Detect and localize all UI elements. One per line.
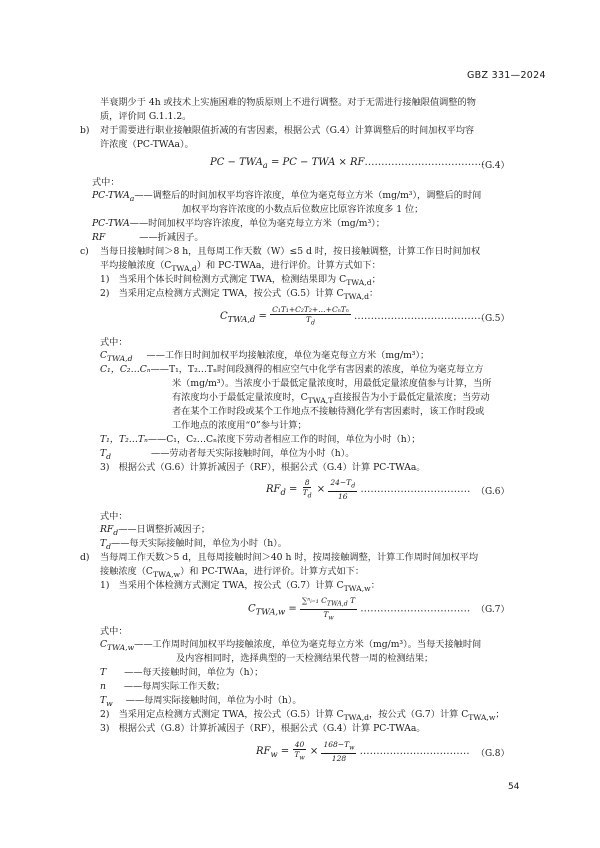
standard-number-header: GBZ 331—2024 — [467, 70, 546, 81]
equation-number: （G.4） — [476, 161, 510, 171]
list-marker-d: d) — [80, 552, 90, 563]
where-label: 式中： — [100, 511, 128, 522]
sub-item-2: 2) 当采用定点检测方式测定 TWA，按公式（G.5）计算 $C_{TWA,d}$： — [100, 288, 379, 301]
definition-line: T₁，T₂…Tₙ——C₁，C₂…Cₙ浓度下劳动者相应工作的时间，单位为小时（h）； — [100, 434, 421, 445]
definition-line: RF ——折减因子。 — [92, 232, 204, 243]
equation-number: （G.6） — [476, 487, 510, 497]
sub-item-1: 1) 当采用个体检测方式测定 TWA，按公式（G.7）计算 $C_{TWA,w}$： — [100, 580, 380, 593]
paragraph-line: 许浓度（PC-TWAa）。 — [100, 139, 194, 150]
list-marker-c: c) — [80, 246, 89, 257]
sub-item-1: 1) 当采用个体长时间检测方式测定 TWA，检测结果即为 $C_{TWA,d}$； — [100, 274, 381, 287]
paragraph-line: 当每日接触时间＞8 h，且每周工作天数（W）≤5 d 时，按日接触调整，计算工作日时间加权 — [100, 246, 481, 257]
where-label: 式中： — [100, 337, 128, 348]
equation-number: （G.7） — [476, 605, 510, 615]
definition-line: n ——每周实际工作天数； — [100, 681, 225, 692]
definition-line: $T_w$ ——每周实际接触时间，单位为小时（h）。 — [100, 695, 302, 708]
definition-line: 工作地点的浓度用“0”参与计算； — [172, 420, 307, 431]
paragraph-line: 当每周工作天数＞5 d，且每周接触时间＞40 h 时，按周接触调整，计算工作周时间加权平均 — [100, 552, 479, 563]
paragraph-line: 质，评价同 G.1.1.2。 — [100, 111, 192, 122]
formula-g5: $C_{TWA,d}$ = $\frac{\text{C₁T₁+C₂T₂+…+CₙTₙ}}{T_d}$ ………………………………… — [220, 305, 484, 327]
definition-line: 有浓度均小于最低定量浓度时，$C_{TWA,T}$直接报告为小于最低定量浓度；当劳动 — [172, 392, 490, 405]
definition-line: $T_d——$每天实际接触时间，单位为小时（h）。 — [100, 538, 287, 551]
definition-line: 米（mg/m³）。当浓度小于最低定量浓度时，用最低定量浓度值参与计算，当所 — [172, 378, 492, 389]
paragraph-line: 半衰期少于 4h 或技术上实施困难的物质原则上不进行调整。对于无需进行接触限值调整的物 — [100, 97, 476, 108]
definition-line: $C_{TWA,d}$ ——工作日时间加权平均接触浓度，单位为毫克每立方米（mg/m³）； — [100, 350, 430, 363]
where-label: 式中： — [100, 626, 128, 637]
definition-line: 及内容相同时，选择典型的一天检测结果代替一周的检测结果； — [176, 653, 434, 664]
definition-line: $T_d$ ——劳动者每天实际接触时间，单位为小时（h）。 — [100, 448, 355, 461]
formula-g4: PC − $TWA_a$ = PC − TWA × RF……………………………… — [210, 157, 485, 170]
formula-g8: $RF_w$ = $\frac{40}{T_w}$ × $\frac{168-T_w}{128}$ …………………………… — [256, 740, 470, 763]
definition-line: 加权平均容许浓度的小数点后位数应比原容许浓度多 1 位； — [182, 204, 424, 215]
sub-item-3: 3) 根据公式（G.8）计算折减因子（RF），根据公式（G.4）计算 PC-TWAa。 — [100, 723, 426, 734]
definition-line: PC-TWA——时间加权平均容许浓度，单位为毫克每立方米（mg/m³）； — [92, 218, 385, 229]
list-marker-b: b) — [80, 125, 90, 136]
definition-line: $C_{TWA,w}——$工作周时间加权平均接触浓度，单位为毫克每立方米（mg/m³）。当每天接触时间 — [100, 639, 482, 652]
where-label: 式中： — [92, 177, 120, 188]
paragraph-line: 接触浓度$(C_{TWA,w})$和 PC-TWAa，进行评价。计算方式如下： — [100, 566, 365, 579]
page-number: 54 — [508, 782, 520, 792]
paragraph-line: 平均接触浓度$(C_{TWA,d})$和 PC-TWAa，进行评价。计算方式如下： — [100, 260, 381, 273]
equation-number: （G.8） — [476, 749, 510, 759]
definition-line: $RF_d——$日调整折减因子； — [100, 524, 211, 537]
sub-item-3: 3) 根据公式（G.6）计算折减因子（RF），根据公式（G.4）计算 PC-TWAa。 — [100, 462, 426, 473]
paragraph-line: 对于需要进行职业接触限值折减的有害因素，根据公式（G.4）计算调整后的时间加权平均容 — [100, 125, 475, 136]
sub-item-2: 2) 当采用定点检测方式测定 TWA，按公式（G.5）计算 $C_{TWA,d}$，按公式（G.7）计算 $C_{TWA,w}$； — [100, 709, 505, 722]
equation-number: （G.5） — [476, 314, 510, 324]
definition-line: C₁，C₂…Cₙ——T₁，T₂…Tₙ时间段测得的相应空气中化学有害因素的浓度，单位为毫克每立方 — [100, 364, 484, 375]
formula-g6: $RF_d$ = $\frac{8}{T_d}$ × $\frac{24-T_d}{16}$ …………………………… — [266, 478, 471, 501]
definition-line: 者在某个工作时段或某个工作地点不接触待测化学有害因素时，该工作时段或 — [172, 406, 485, 417]
definition-line: T ——每天接触时间，单位为（h）； — [100, 667, 264, 678]
formula-g7: $C_{TWA,w}$ = $\frac{\sum^nᵢ_{=1} C_{TWA,d} T}{T_w}$ …………………………… — [248, 596, 471, 621]
definition-line: $PC-TWA_a——$调整后的时间加权平均容许浓度，单位为毫克每立方米（mg/m³），调整后的时间 — [92, 190, 482, 203]
